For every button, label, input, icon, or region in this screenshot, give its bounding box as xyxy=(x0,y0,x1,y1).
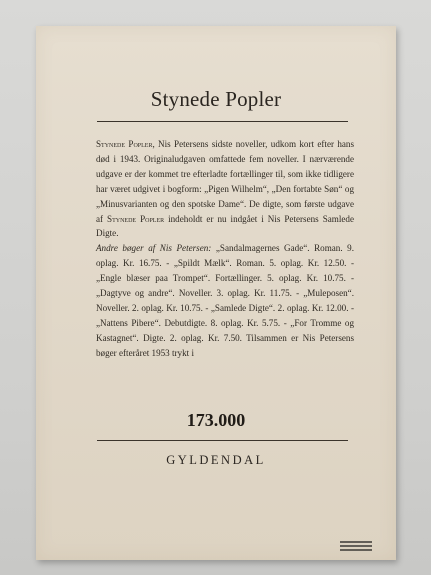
book-title: Stynede Popler xyxy=(150,87,282,111)
intro-paragraph xyxy=(96,137,354,241)
intro-title: Stynede Popler xyxy=(96,139,153,149)
other-books-paragraph xyxy=(96,241,354,360)
publisher-name: GYLDENDAL xyxy=(166,453,266,467)
intro-text: , Nis Petersens sidste noveller, udkom kort efter hans død i 1943. Originaludgaven omfattede fem noveller. I nærværende udgave er der kommet tre efterladte fortællinger til, som ikke tidligere har været udgivet i bogform: „Pigen Wilhelm“, „Den fortabte Søn“ og „Minusvarianten og den spotske Dame“. De digte, som første udgave af xyxy=(96,139,355,224)
print-count: 173.000 xyxy=(186,410,246,430)
book-back-cover xyxy=(36,26,396,560)
intro-text-2: indeholdt er nu indgået i Nis Petersens Samlede Digte. xyxy=(96,213,355,239)
library-stamp xyxy=(338,538,374,554)
bottom-rule xyxy=(97,440,348,441)
other-books-text: „Sandalmagernes Gade“. Roman. 9. oplag. Kr. 16.75. - „Spildt Mælk“. Roman. 5. oplag. Kr. 12.50. - „Engle blæser paa Trompet“. Fortællinger. 5. oplag. Kr. 10.75. - „Dagtyve og andre“. Noveller. 3. oplag. Kr. 11.75. - „Muleposen“. Noveller. 2. oplag. Kr. 10.75. - „Samlede Digte“. 2. oplag. Kr. 12.00. - „Nattens Pibere“. Debutdigte. 8. oplag. Kr. 5.75. - „For Tromme og Kastagnet“. Digte. 2. oplag. Kr. 7.50. Tilsammen er Nis Petersens bøger efteråret 1953 trykt i xyxy=(96,243,354,358)
intro-title-2: Stynede Popler xyxy=(107,213,165,224)
top-rule xyxy=(97,121,348,122)
blurb-text xyxy=(96,137,354,361)
other-books-heading: Andre bøger af Nis Petersen: xyxy=(96,243,212,254)
